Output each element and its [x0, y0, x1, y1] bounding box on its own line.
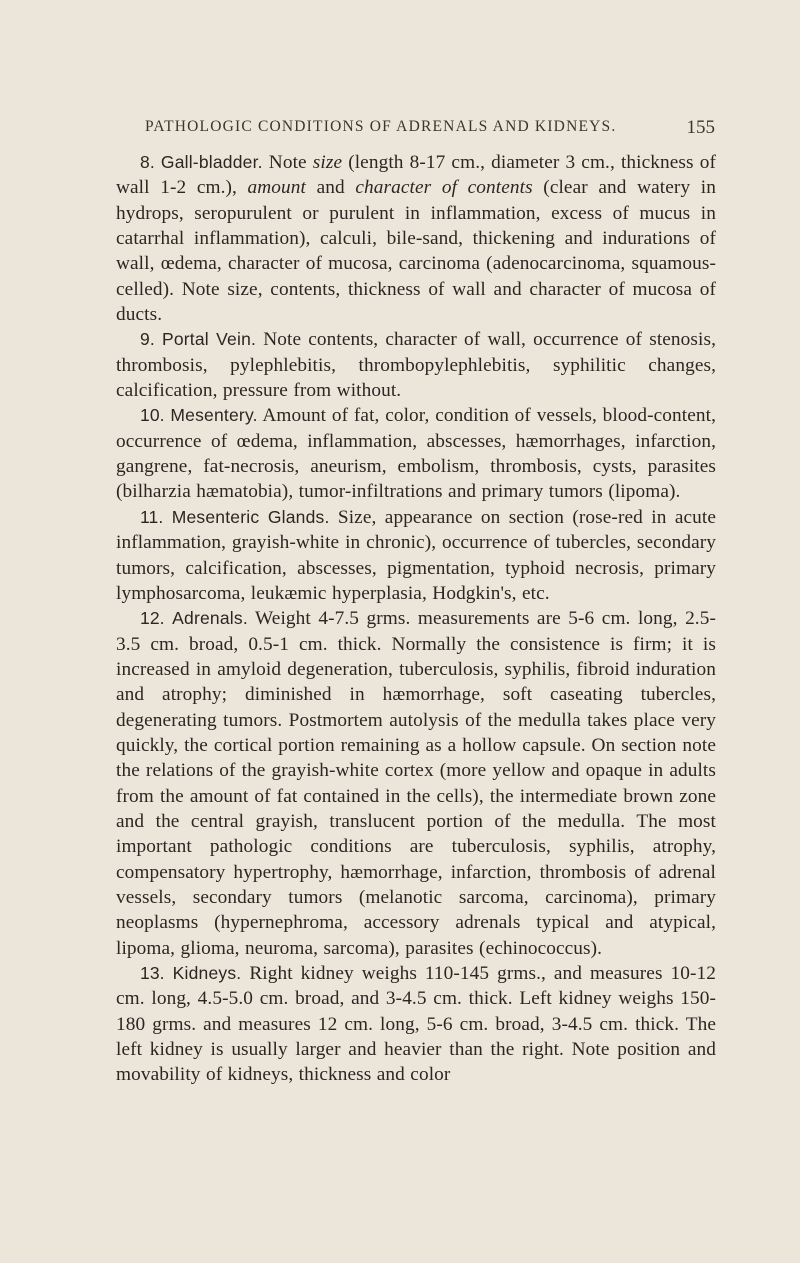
section-number: 10. [140, 405, 165, 426]
body-text [116, 150, 716, 1088]
section-paragraph [116, 327, 716, 403]
section-heading: Mesentery. [170, 405, 258, 426]
body-text-run: Weight 4-7.5 grms. measurements are 5-6 cm. long, 2.5-3.5 cm. broad, 0.5-1 cm. thick. Normally the consistence is firm; it is increased in amyloid degeneration, tuberculosis, syphilis, fibroid induration and atrophy; diminished in hæmorrhage, soft caseating tubercles, degenerating tumors. Postmortem autolysis of the medulla takes place very quickly, the cortical portion remaining as a hollow capsule. On section note the relations of the grayish-white cortex (more yellow and opaque in adults from the amount of fat contained in the cells), the intermediate brown zone and the central grayish, translucent portion of the medulla. The most important pathologic conditions are tuberculosis, syphilis, atrophy, compensatory hypertrophy, hæmorrhage, infarction, thrombosis of adrenal vessels, secondary tumors (melanotic sarcoma, carcinoma), primary neoplasms (hypernephroma, accessory adrenals typical and atypical, lipoma, glioma, neuroma, sarcoma), parasites (echinococcus). [116, 608, 716, 959]
section-heading: Mesenteric Glands. [171, 506, 330, 527]
body-text-run: Size, appearance on section (rose-red in acute inflammation, grayish-white in chronic), occurrence of tubercles, secondary tumors, calcification, abscesses, pigmentation, typhoid necrosis, primary lymphosarcoma, leukæmic hyperplasia, Hodgkin's, etc. [116, 506, 716, 604]
section-paragraph [116, 961, 716, 1088]
italic-text: amount [247, 177, 306, 199]
section-number: 11. [140, 506, 164, 527]
italic-text: character of contents [355, 177, 533, 199]
section-paragraph [116, 606, 716, 961]
body-text-run: Right kidney weighs 110-145 grms., and measures 10-12 cm. long, 4.5-5.0 cm. broad, and 3-4.5 cm. thick. Left kidney weighs 150-180 grms. and measures 12 cm. long, 5-6 cm. broad, 3-4.5 cm. thick. The left kidney is usually larger and heavier than the right. Note position and movability of kidneys, thickness and color [116, 963, 717, 1086]
section-heading: Portal Vein. [161, 329, 257, 350]
body-text-run: Amount of fat, color, condition of vessels, blood-content, occurrence of œdema, inflammation, abscesses, hæmorrhages, infarction, gangrene, fat-necrosis, aneurism, embolism, thrombosis, cysts, parasites (bilharzia hæmatobia), tumor-infiltrations and primary tumors (lipoma). [116, 405, 716, 503]
section-number: 9. [140, 329, 155, 350]
body-text-run: (clear and watery in hydrops, seropurulent or purulent in inflammation, excess of mucus in catarrhal inflammation), calculi, bile-sand, thickening and indurations of wall, œdema, character of mucosa, carcinoma (adenocarcinoma, squamous-celled). Note size, contents, thickness of wall and character of mucosa of ducts. [116, 177, 716, 326]
section-heading: Gall-bladder. [160, 152, 263, 172]
page-number: 155 [686, 117, 715, 138]
section-heading: Adrenals. [172, 608, 248, 629]
section-number: 12. [140, 608, 165, 629]
section-number: 8. [140, 152, 155, 172]
body-text-run: Note [262, 152, 313, 173]
running-title: PATHOLOGIC CONDITIONS OF ADRENALS AND KIDNEYS. [145, 118, 617, 135]
section-number: 13. [140, 963, 165, 983]
body-text-run: Note contents, character of wall, occurrence of stenosis, thrombosis, pylephlebitis, thrombopylephlebitis, syphilitic changes, calcification, pressure from without. [116, 329, 717, 402]
running-header [145, 118, 715, 144]
section-paragraph [116, 403, 716, 504]
section-paragraph [116, 150, 716, 327]
body-text-run: and [306, 177, 356, 199]
section-paragraph [116, 505, 716, 606]
italic-text: size [312, 152, 343, 173]
body-text-run: (length 8-17 cm., diameter 3 cm., thickness of wall 1-2 cm.), [116, 152, 716, 199]
section-heading: Kidneys. [172, 963, 242, 983]
